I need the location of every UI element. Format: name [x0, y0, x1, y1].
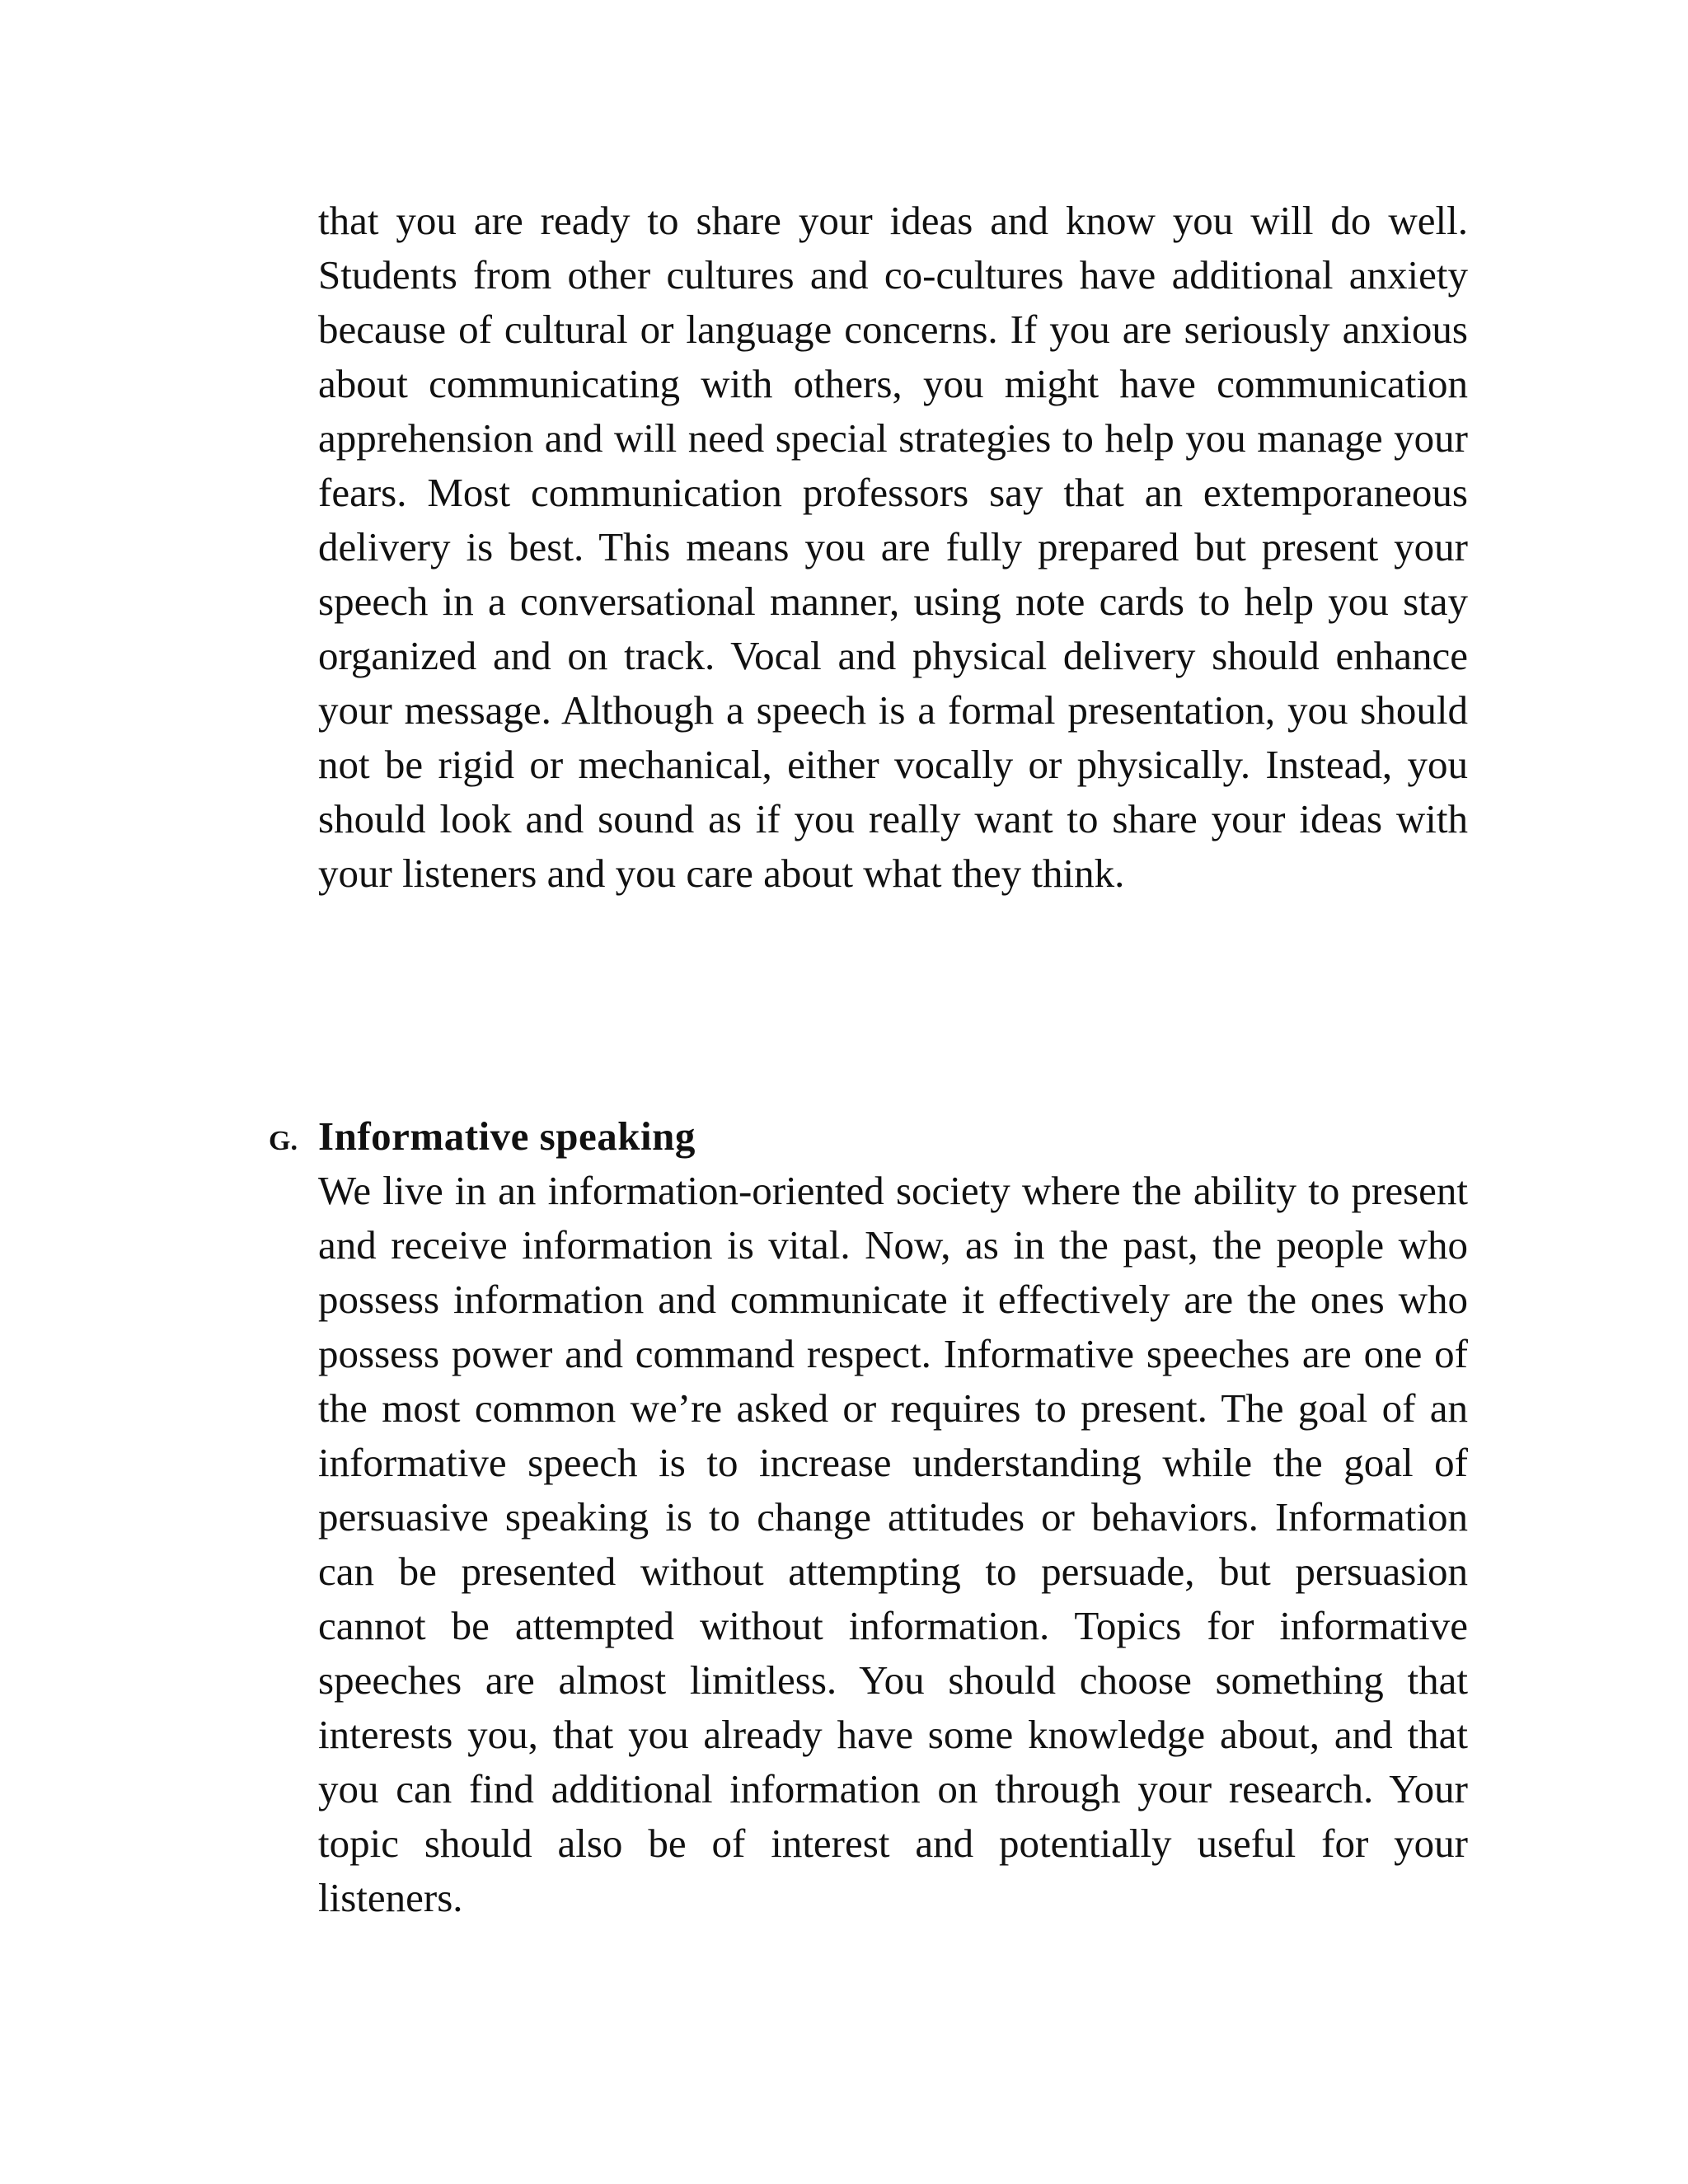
- section-letter: G.: [269, 1126, 298, 1156]
- intro-paragraph: that you are ready to share your ideas and know you will do well. Students from other cultures and co-cultures have additional anxiety because of cultural or language concerns. If you are seriously anxious about communicating with others, you might have communication apprehension and will need special strategies to help you manage your fears. Most communication professors say that an extemporaneous delivery is best. This means you are fully prepared but present your speech in a conversational manner, using note cards to help you stay organized and on track. Vocal and physical delivery should enhance your message. Although a speech is a formal presentation, you should not be rigid or mechanical, either vocally or physically. Instead, you should look and sound as if you really want to share your ideas with your listeners and you care about what they think.: [318, 198, 1468, 896]
- section-paragraph: We live in an information-oriented society where the ability to present and receive information is vital. Now, as in the past, the people who possess information and communicate it effectively are the ones who possess power and command respect. Informative speeches are one of the most common we’re asked or requires to present. The goal of an informative speech is to increase understanding while the goal of persuasive speaking is to change attitudes or behaviors. Information can be presented without attempting to persuade, but persuasion cannot be attempted without information. Topics for informative speeches are almost limitless. You should choose something that interests you, that you already have some knowledge about, and that you can find additional information on through your research. Your topic should also be of interest and potentially useful for your listeners.: [318, 1168, 1468, 1920]
- section-title: Informative speaking: [318, 1113, 696, 1159]
- section-heading: [269, 1109, 696, 1169]
